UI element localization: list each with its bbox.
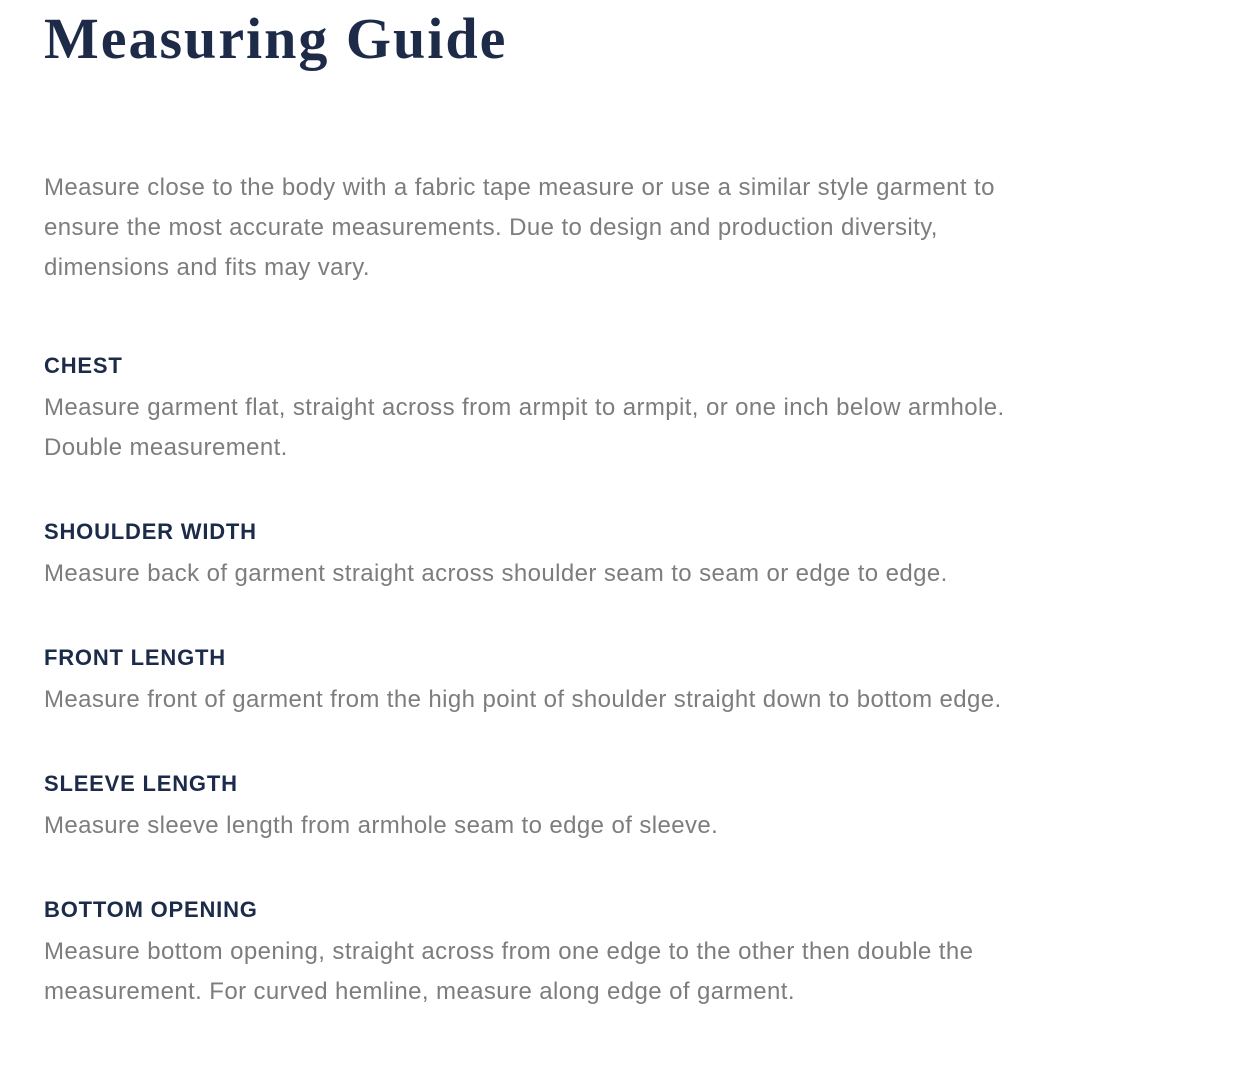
intro-paragraph: Measure close to the body with a fabric tape measure or use a similar style garment to ensure the most accurate measurements. Due to design and production diversity, dimensions and fits may vary. [44, 174, 995, 281]
section-heading-chest: CHEST [44, 353, 123, 378]
section-body-chest: Measure garment flat, straight across from armpit to armpit, or one inch below armhole. Double measurement. [44, 394, 1005, 461]
section-bottom-opening [44, 898, 1206, 1012]
section-sleeve-length [44, 772, 1206, 846]
section-body-shoulder-width: Measure back of garment straight across shoulder seam to seam or edge to edge. [44, 560, 948, 587]
section-chest [44, 354, 1206, 468]
section-front-length [44, 646, 1206, 720]
section-heading-sleeve-length: SLEEVE LENGTH [44, 771, 238, 796]
section-heading-bottom-opening: BOTTOM OPENING [44, 897, 258, 922]
section-heading-front-length: FRONT LENGTH [44, 645, 226, 670]
section-body-bottom-opening: Measure bottom opening, straight across from one edge to the other then double the measurement. For curved hemline, measure along edge of garment. [44, 938, 974, 1005]
section-body-sleeve-length: Measure sleeve length from armhole seam to edge of sleeve. [44, 812, 719, 839]
section-heading-shoulder-width: SHOULDER WIDTH [44, 519, 257, 544]
section-shoulder-width [44, 520, 1206, 594]
page-title: Measuring Guide [44, 6, 508, 71]
section-body-front-length: Measure front of garment from the high point of shoulder straight down to bottom edge. [44, 686, 1002, 713]
